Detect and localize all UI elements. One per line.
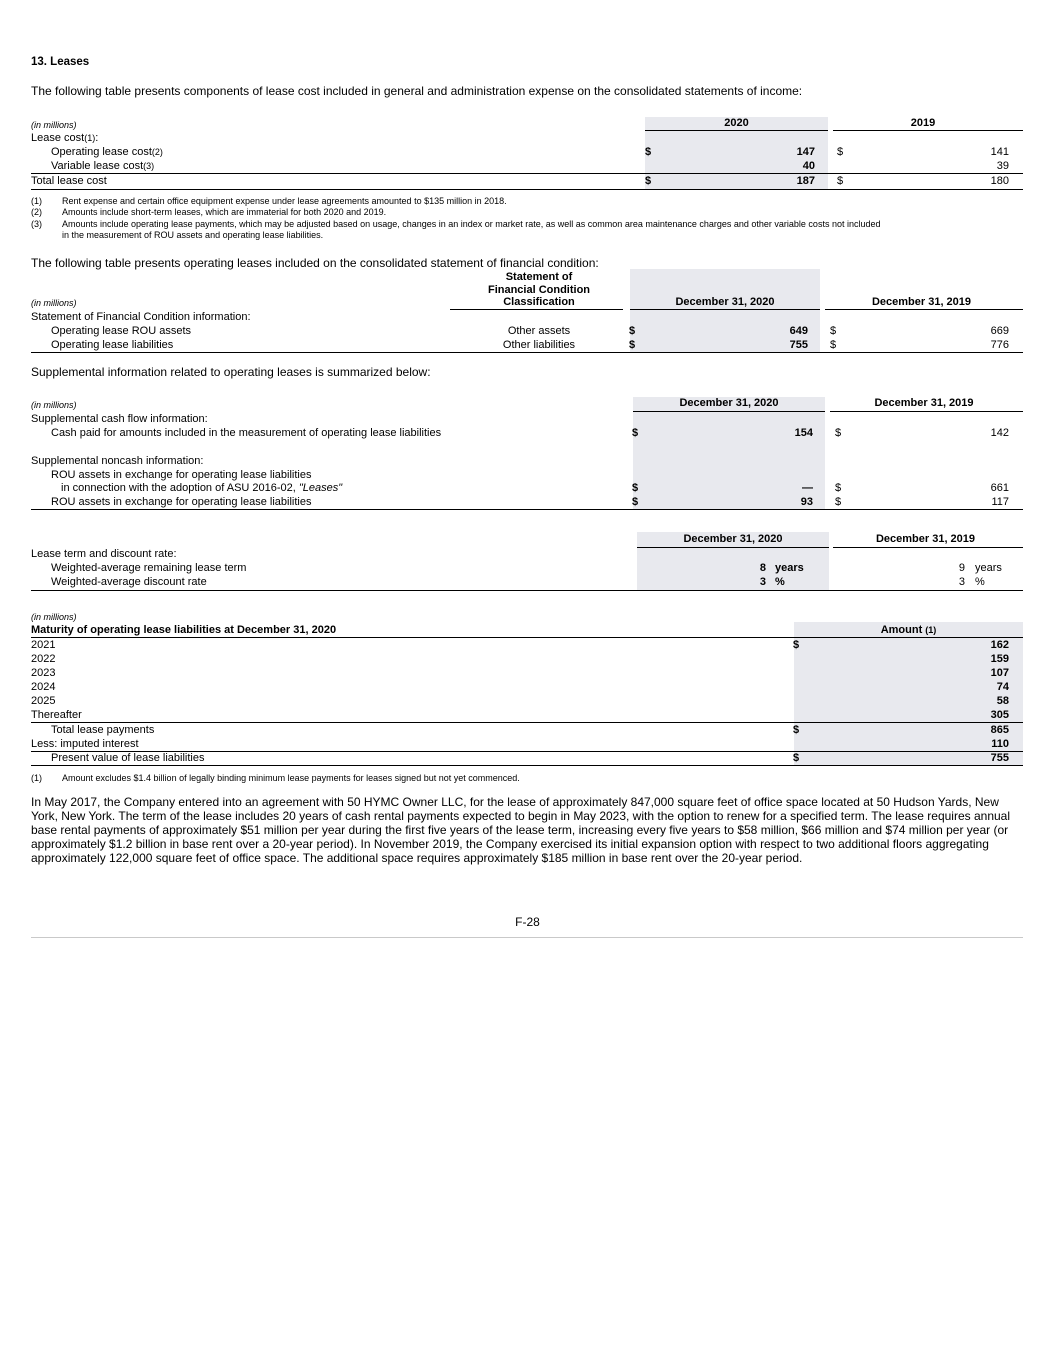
dollar-sign: $ xyxy=(629,325,636,337)
year-label: Thereafter xyxy=(31,709,82,721)
dollar-sign: $ xyxy=(837,175,844,187)
section-title: 13. Leases xyxy=(31,56,90,68)
unit-cell: years xyxy=(975,562,1002,574)
unit-label: (in millions) xyxy=(31,400,77,410)
dollar-sign: $ xyxy=(830,325,837,337)
value-cell: 649 xyxy=(789,325,808,337)
value-cell: 755 xyxy=(990,752,1009,764)
value-cell: 661 xyxy=(990,482,1009,494)
classification-header: Statement of Financial Condition Classification xyxy=(487,271,591,308)
value-cell: 142 xyxy=(990,427,1009,439)
dollar-sign: $ xyxy=(835,427,842,439)
rou-assets-label: Operating lease ROU assets xyxy=(51,325,192,337)
intro-supplemental: Supplemental information related to operating leases is summarized below: xyxy=(31,365,431,379)
page-divider xyxy=(31,937,1023,938)
value-cell: 93 xyxy=(800,496,813,508)
footnote-number: (1) xyxy=(31,773,42,783)
col-header-dec-2019: December 31, 2019 xyxy=(874,397,974,409)
dollar-sign: $ xyxy=(835,496,842,508)
year-label: 2022 xyxy=(31,653,56,665)
unit-label: (in millions) xyxy=(31,120,77,130)
col-header-2019: 2019 xyxy=(910,117,936,129)
col-header-dec-2019: December 31, 2019 xyxy=(875,533,976,545)
variable-lease-cost-label: Variable lease cost(3) xyxy=(51,160,155,172)
value-cell: 110 xyxy=(991,738,1009,750)
rou-assets-exchange-label: ROU assets in exchange for operating lease liabilities xyxy=(51,469,312,481)
value-cell: 107 xyxy=(990,667,1009,679)
discount-rate-label: Weighted-average discount rate xyxy=(51,576,207,588)
value-cell: 755 xyxy=(789,339,808,351)
dollar-sign: $ xyxy=(835,482,842,494)
value-cell: 40 xyxy=(802,160,815,172)
group-label: Lease term and discount rate: xyxy=(31,548,177,560)
value-cell: 865 xyxy=(990,724,1009,736)
footnote-text: in the measurement of ROU assets and operating lease liabilities. xyxy=(62,230,324,240)
value-cell: 3 xyxy=(759,576,766,588)
dollar-sign: $ xyxy=(830,339,837,351)
dollar-sign: $ xyxy=(793,752,800,764)
footnote-number: (2) xyxy=(31,207,42,217)
dollar-sign: $ xyxy=(629,339,636,351)
group-label: Statement of Financial Condition information: xyxy=(31,311,251,323)
operating-lease-cost-label: Operating lease cost(2) xyxy=(51,146,163,158)
group-label: Supplemental noncash information: xyxy=(31,455,204,467)
value-cell: 74 xyxy=(996,681,1009,693)
footnote-text: Amounts include operating lease payments, which may be adjusted based on usage, changes in an index or market rate, as well as common area maintenance charges and other variable costs not included xyxy=(62,219,881,229)
col-header-dec-2020: December 31, 2020 xyxy=(675,296,775,308)
dollar-sign: $ xyxy=(645,175,652,187)
unit-cell: % xyxy=(975,576,985,588)
value-cell: 147 xyxy=(796,146,815,158)
footnote-number: (1) xyxy=(31,196,42,206)
unit-cell: years xyxy=(775,562,804,574)
dollar-sign: $ xyxy=(645,146,652,158)
year-label: 2025 xyxy=(31,695,56,707)
col-header-dec-2020: December 31, 2020 xyxy=(679,397,779,409)
lease-cost-group-label: Lease cost(1): xyxy=(31,132,99,144)
value-cell: — xyxy=(802,482,813,494)
value-cell: 9 xyxy=(958,562,965,574)
remaining-term-label: Weighted-average remaining lease term xyxy=(51,562,247,574)
value-cell: 3 xyxy=(958,576,965,588)
unit-label: (in millions) xyxy=(31,612,77,622)
classification-cell: Other assets xyxy=(507,325,571,337)
total-payments-label: Total lease payments xyxy=(51,724,155,736)
value-cell: 58 xyxy=(996,695,1009,707)
value-cell: 159 xyxy=(990,653,1009,665)
dollar-sign: $ xyxy=(632,482,639,494)
unit-label: (in millions) xyxy=(31,298,77,308)
col-header-2020: 2020 xyxy=(724,117,749,129)
year-label: 2024 xyxy=(31,681,56,693)
group-label: Supplemental cash flow information: xyxy=(31,413,208,425)
footnote-text: Amount excludes $1.4 billion of legally binding minimum lease payments for leases signed but not yet commenced. xyxy=(62,773,520,783)
value-cell: 162 xyxy=(990,639,1009,651)
value-cell: 8 xyxy=(759,562,766,574)
year-label: 2021 xyxy=(31,639,56,651)
value-cell: 187 xyxy=(796,175,815,187)
value-cell: 305 xyxy=(990,709,1009,721)
dollar-sign: $ xyxy=(632,496,639,508)
asu-adoption-label: in connection with the adoption of ASU 2016-02, "Leases" xyxy=(61,482,343,494)
imputed-interest-label: Less: imputed interest xyxy=(31,738,139,750)
page-number: F-28 xyxy=(515,915,540,929)
total-lease-cost-label: Total lease cost xyxy=(31,175,107,187)
dollar-sign: $ xyxy=(632,427,639,439)
dollar-sign: $ xyxy=(837,146,844,158)
footnote-text: Amounts include short-term leases, which are immaterial for both 2020 and 2019. xyxy=(62,207,387,217)
lease-liabilities-label: Operating lease liabilities xyxy=(51,339,174,351)
footnote-number: (3) xyxy=(31,219,42,229)
value-cell: 117 xyxy=(991,496,1009,508)
footnote-text: Rent expense and certain office equipment expense under lease agreements amounted to $135 million in 2018. xyxy=(62,196,507,206)
classification-cell: Other liabilities xyxy=(502,339,576,351)
maturity-heading: Maturity of operating lease liabilities at December 31, 2020 xyxy=(31,624,337,636)
dollar-sign: $ xyxy=(793,724,800,736)
intro-lease-cost: The following table presents components of lease cost included in general and administration expense on the consolidated statements of income: xyxy=(31,84,803,98)
cash-paid-label: Cash paid for amounts included in the measurement of operating lease liabilities xyxy=(51,427,442,439)
col-header-dec-2020: December 31, 2020 xyxy=(683,533,783,545)
value-cell: 141 xyxy=(990,146,1009,158)
col-header-dec-2019: December 31, 2019 xyxy=(871,296,972,308)
rou-assets-exchange-label: ROU assets in exchange for operating lease liabilities xyxy=(51,496,312,508)
unit-cell: % xyxy=(775,576,785,588)
dollar-sign: $ xyxy=(793,639,800,651)
year-label: 2023 xyxy=(31,667,56,679)
value-cell: 669 xyxy=(990,325,1009,337)
value-cell: 154 xyxy=(794,427,813,439)
intro-financial-condition: The following table presents operating leases included on the consolidated statement of financial condition: xyxy=(31,256,599,270)
value-cell: 180 xyxy=(990,175,1009,187)
hudson-yards-paragraph: In May 2017, the Company entered into an agreement with 50 HYMC Owner LLC, for the lease of approximately 847,000 square feet of office space located at 50 Hudson Yards, New York, New York. The term of the lease includes 20 years of cash rental payments expected to begin in May 2023, with the option to renew for a specified term. The lease requires annual base rental payments of approximately $51 million per year during the first five years of the lease term, increasing every five years to $58 million, $66 million and $74 million per year (or approximately $1.2 billion in base rent over a 20-year period). In November 2019, the Company exercised its initial expansion option with respect to two additional floors aggregating approximately 122,000 square feet of office space. The additional space requires approximately $185 million in base rent over the 20-year period. xyxy=(31,795,1011,865)
value-cell: 39 xyxy=(996,160,1009,172)
amount-header: Amount (1) xyxy=(880,624,937,636)
value-cell: 776 xyxy=(990,339,1009,351)
present-value-label: Present value of lease liabilities xyxy=(51,752,205,764)
